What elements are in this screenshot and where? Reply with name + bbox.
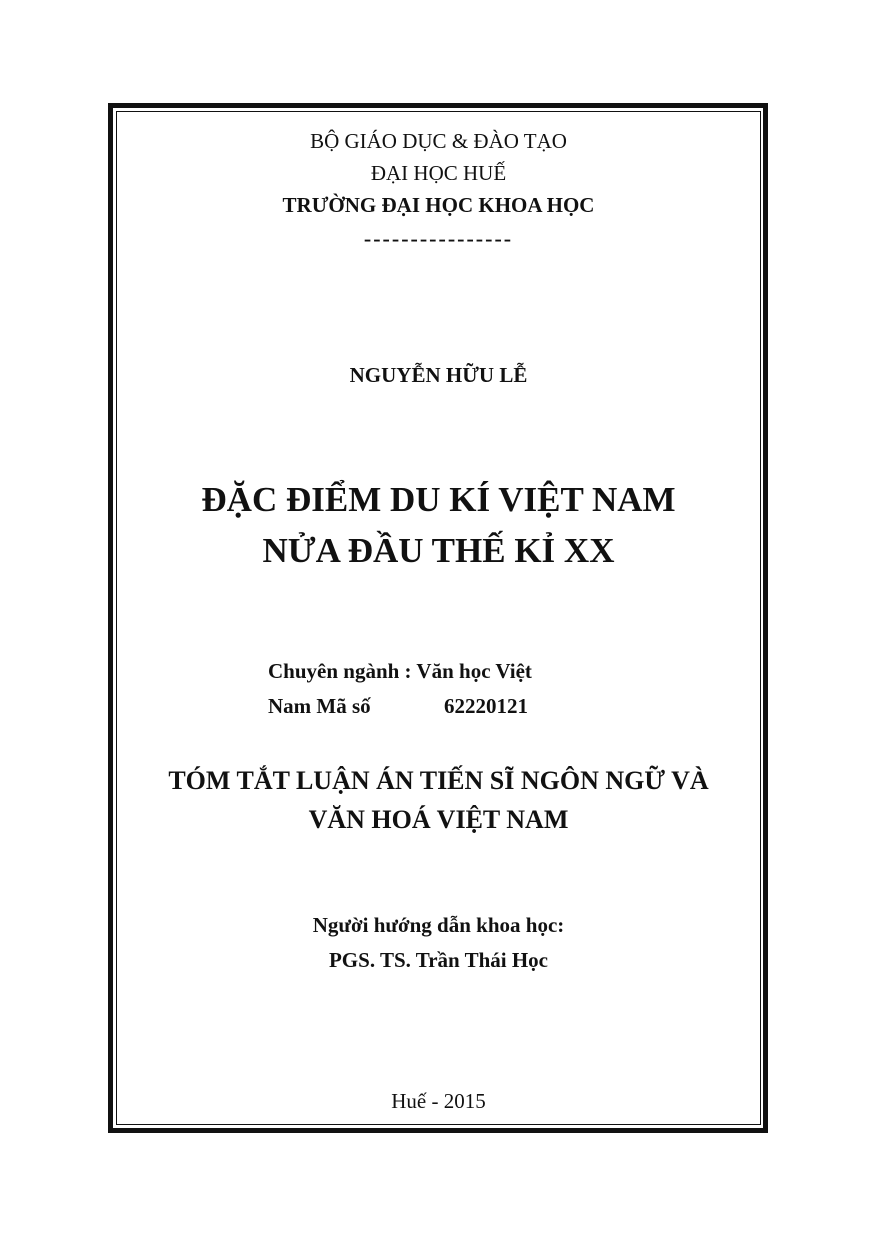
advisor-name: PGS. TS. Trần Thái Học: [328, 948, 548, 972]
university-name: ĐẠI HỌC HUẾ: [370, 161, 507, 185]
summary-title-line-2: VĂN HOÁ VIỆT NAM: [308, 805, 569, 834]
thesis-title-line-2: NỬA ĐẦU THẾ KỈ XX: [262, 531, 615, 570]
thesis-title-line-1: ĐẶC ĐIỂM DU KÍ VIỆT NAM: [201, 480, 676, 519]
author-name: NGUYỄN HỮU LỄ: [349, 363, 528, 387]
school-name: TRƯỜNG ĐẠI HỌC KHOA HỌC: [282, 193, 595, 217]
major-label: Chuyên ngành : Văn học Việt: [268, 659, 532, 683]
header-separator: ----------------: [363, 226, 514, 251]
summary-title-line-1: TÓM TẮT LUẬN ÁN TIẾN SĨ NGÔN NGỮ VÀ: [168, 766, 709, 795]
code-label: Nam Mã số: [268, 694, 371, 718]
advisor-label: Người hướng dẫn khoa học:: [312, 913, 565, 937]
ministry-name: BỘ GIÁO DỤC & ĐÀO TẠO: [310, 129, 567, 153]
code-value: 62220121: [444, 694, 528, 718]
place-year: Huế - 2015: [391, 1089, 486, 1113]
